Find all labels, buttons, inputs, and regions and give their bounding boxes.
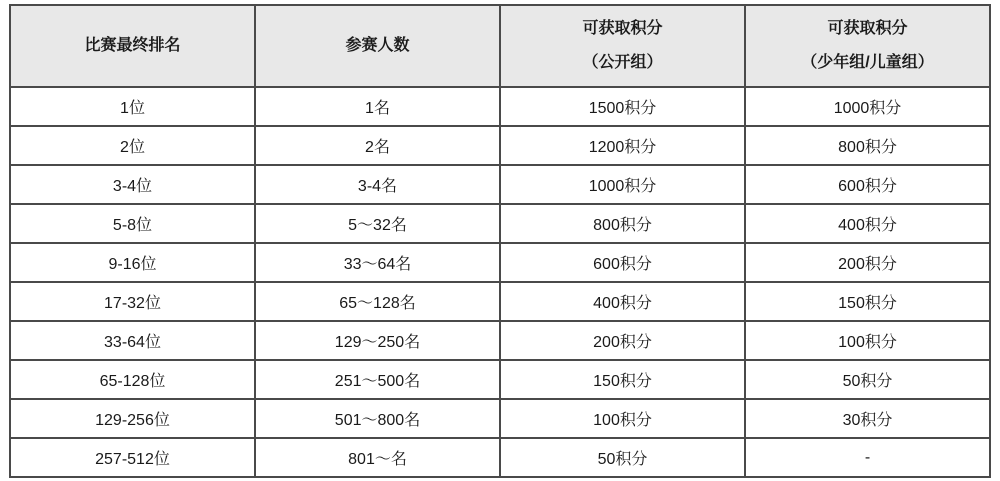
table-cell-participants: 3-4名	[255, 165, 500, 204]
table-cell-points-open: 600积分	[500, 243, 745, 282]
table-cell-points-junior: 100积分	[745, 321, 990, 360]
table-cell-points-open: 800积分	[500, 204, 745, 243]
table-cell-points-open: 1000积分	[500, 165, 745, 204]
table-row	[10, 282, 990, 321]
column-header-participant-count	[255, 5, 500, 87]
table-cell-participants: 129～250名	[255, 321, 500, 360]
table-cell-points-open: 1200积分	[500, 126, 745, 165]
table-cell-points-junior: 50积分	[745, 360, 990, 399]
table-cell-rank: 2位	[10, 126, 255, 165]
table-row	[10, 204, 990, 243]
table-cell-points-open: 50积分	[500, 438, 745, 477]
table-cell-participants: 65～128名	[255, 282, 500, 321]
table-row	[10, 438, 990, 477]
table-row	[10, 321, 990, 360]
table-cell-rank: 9-16位	[10, 243, 255, 282]
header-line: 可获取积分	[582, 20, 663, 37]
column-header-points-open-group	[500, 5, 745, 87]
table-cell-points-junior: 150积分	[745, 282, 990, 321]
table-cell-participants: 5～32名	[255, 204, 500, 243]
table-cell-points-junior: -	[745, 438, 990, 477]
table-row	[10, 126, 990, 165]
table-cell-participants: 33～64名	[255, 243, 500, 282]
table-cell-points-junior: 400积分	[745, 204, 990, 243]
table-cell-points-junior: 30积分	[745, 399, 990, 438]
table-cell-participants: 801～名	[255, 438, 500, 477]
column-header-final-rank	[10, 5, 255, 87]
table-cell-points-open: 1500积分	[500, 87, 745, 126]
table-cell-points-open: 400积分	[500, 282, 745, 321]
header-line: 可获取积分	[827, 20, 908, 37]
table-cell-points-open: 150积分	[500, 360, 745, 399]
table-cell-rank: 17-32位	[10, 282, 255, 321]
table-row	[10, 399, 990, 438]
table-row	[10, 87, 990, 126]
table-cell-participants: 251～500名	[255, 360, 500, 399]
table-row	[10, 165, 990, 204]
column-header-points-junior-child-group	[745, 5, 990, 87]
table-cell-participants: 501～800名	[255, 399, 500, 438]
table-cell-rank: 5-8位	[10, 204, 255, 243]
table-cell-points-open: 200积分	[500, 321, 745, 360]
table-cell-points-open: 100积分	[500, 399, 745, 438]
header-line: 参赛人数	[345, 37, 410, 54]
points-table	[9, 4, 991, 478]
table-cell-participants: 2名	[255, 126, 500, 165]
table-cell-rank: 129-256位	[10, 399, 255, 438]
table-cell-rank: 33-64位	[10, 321, 255, 360]
table-cell-rank: 257-512位	[10, 438, 255, 477]
table-cell-points-junior: 200积分	[745, 243, 990, 282]
header-line: 比赛最终排名	[84, 37, 181, 54]
table-cell-participants: 1名	[255, 87, 500, 126]
table-cell-rank: 1位	[10, 87, 255, 126]
header-line: （少年组/儿童组）	[801, 54, 934, 71]
table-row	[10, 360, 990, 399]
table-cell-points-junior: 1000积分	[745, 87, 990, 126]
table-cell-rank: 65-128位	[10, 360, 255, 399]
header-line: （公开组）	[582, 54, 663, 71]
table-cell-points-junior: 800积分	[745, 126, 990, 165]
header-row	[10, 5, 990, 87]
table-row	[10, 243, 990, 282]
table-cell-points-junior: 600积分	[745, 165, 990, 204]
table-cell-rank: 3-4位	[10, 165, 255, 204]
